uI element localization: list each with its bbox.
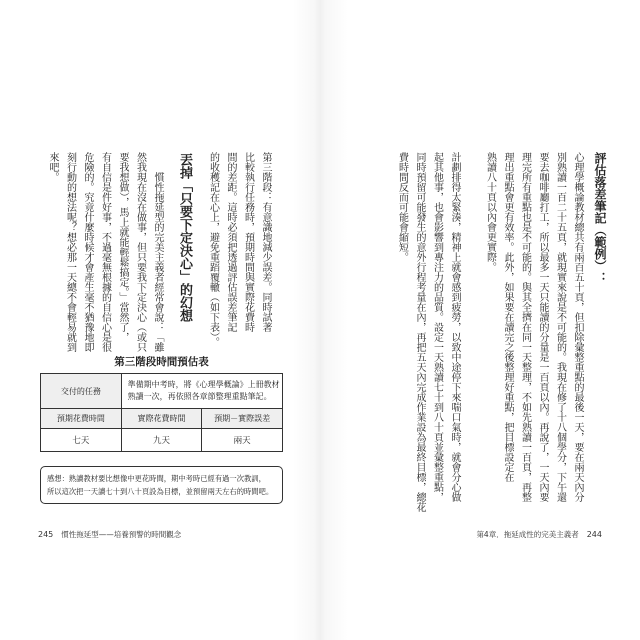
text-column: 同時預留可能發生的意外行程考量在內，再把五天內完成作業設為最終目標，總花 xyxy=(414,152,425,512)
reflection-line: 感想：熟讀教材要比想像中更花時間，期中考時已經有過一次教訓， xyxy=(47,474,266,483)
text-column: 起其他事，也會影響到專注力的品質。設定一天熟讀七十到八十頁並彙整重點， xyxy=(431,152,443,502)
text-column: 理完所有重點也是不可能的。與其全擠在同一天整理，不如先熟讀一百頁，再整 xyxy=(519,152,531,502)
body-paragraph xyxy=(481,152,586,514)
header-actual-time: 實際花費時間 xyxy=(121,409,202,429)
text-column: 要我想做），馬上就能輕鬆搞定。」當然了， xyxy=(117,152,128,342)
task-row xyxy=(41,374,283,409)
running-title: 慣性拖延型——培養預警的時間觀念 xyxy=(61,530,182,539)
example-heading xyxy=(590,152,610,317)
value-difference: 兩天 xyxy=(202,429,283,452)
table-value-row xyxy=(41,429,283,452)
estimate-table xyxy=(40,373,283,452)
section-heading xyxy=(174,153,194,353)
example-heading-text: 評估落差筆記（範例）： xyxy=(593,152,607,284)
text-column: 然我現在沒在做事，但只要我下定決心（或只 xyxy=(134,152,146,352)
task-line: 熟讀一次，再依照各章節整理重點筆記。 xyxy=(127,392,272,401)
task-label-cell: 交付的任務 xyxy=(41,374,122,409)
text-column: 比較執行任務時，預期時間與實際花費時 xyxy=(242,152,254,332)
task-content-cell xyxy=(121,374,282,409)
text-column: 第三階段：有意識地減少誤差。同時試著 xyxy=(260,152,271,332)
header-expected-time: 預期花費時間 xyxy=(41,409,122,429)
text-column: 慣性拖延型的完美主義者經常會說：「雖 xyxy=(152,172,163,352)
text-column: 計劃排得太緊湊，精神上就會感到疲勞，以致中途停下來喘口氣時，就會分心做 xyxy=(449,152,460,502)
text-column: 熟讀八十頁以內會更實際。 xyxy=(484,152,496,272)
page-number: 245 xyxy=(38,530,54,539)
value-actual-time: 九天 xyxy=(121,429,202,452)
text-column: 費時間反而可能會縮短。 xyxy=(396,152,408,262)
intro-paragraph xyxy=(204,152,274,362)
text-column: 間的差距。這時必須把透過評估誤差筆記 xyxy=(225,152,236,332)
left-page-footer xyxy=(38,529,181,540)
text-column: 要去咖啡廳打工，所以最多一天只能讀的分量是一百頁以內。再說了，一天內要 xyxy=(537,152,548,502)
text-column: 刻行動的想法呢？想必那一天總不會輕易就到 xyxy=(64,152,76,352)
text-column: 危險的。究竟什麼時候才會產生毫不猶豫地即 xyxy=(82,152,93,352)
body-paragraph xyxy=(393,152,463,514)
body-paragraph xyxy=(44,152,167,362)
table-header-row xyxy=(41,409,283,429)
right-page-footer xyxy=(476,529,602,540)
task-line: 準備期中考時，將《心理學概論》上冊教材 xyxy=(127,380,280,389)
text-column: 心理學概論教材總共有兩百五十頁，但扣除彙整重點的最後一天，要在兩天內分 xyxy=(572,152,583,502)
running-title: 第4章．拖延成性的完美主義者 xyxy=(476,530,579,539)
text-column: 的收穫記在心上，避免重蹈覆轍（如下表）。 xyxy=(207,152,219,347)
reflection-line: 所以這次把一天讀七十到八十頁設為目標，並預留兩天左右的時間吧。 xyxy=(47,487,274,496)
reflection-box xyxy=(40,466,283,504)
text-column: 理出重點會更有效率。此外，如果要在讀完之後整理好重點，把目標設定在 xyxy=(502,152,513,482)
header-difference: 預期－實際誤差 xyxy=(202,409,283,429)
section-heading-text: 丟掉「只要下定決心」的幻想 xyxy=(177,153,192,322)
page-number: 244 xyxy=(586,530,602,539)
book-gutter-shadow xyxy=(292,0,348,640)
text-column: 有自信是件好事，不過毫無根據的自信心是很 xyxy=(99,152,111,352)
table-title: 第三階段時間預估表 xyxy=(114,356,209,368)
text-column: 別熟讀一百二十五頁，就現實來說是不可能的。我現在修了十八個學分，下午還 xyxy=(554,152,566,502)
text-column: 來吧。 xyxy=(47,152,58,182)
value-expected-time: 七天 xyxy=(41,429,122,452)
